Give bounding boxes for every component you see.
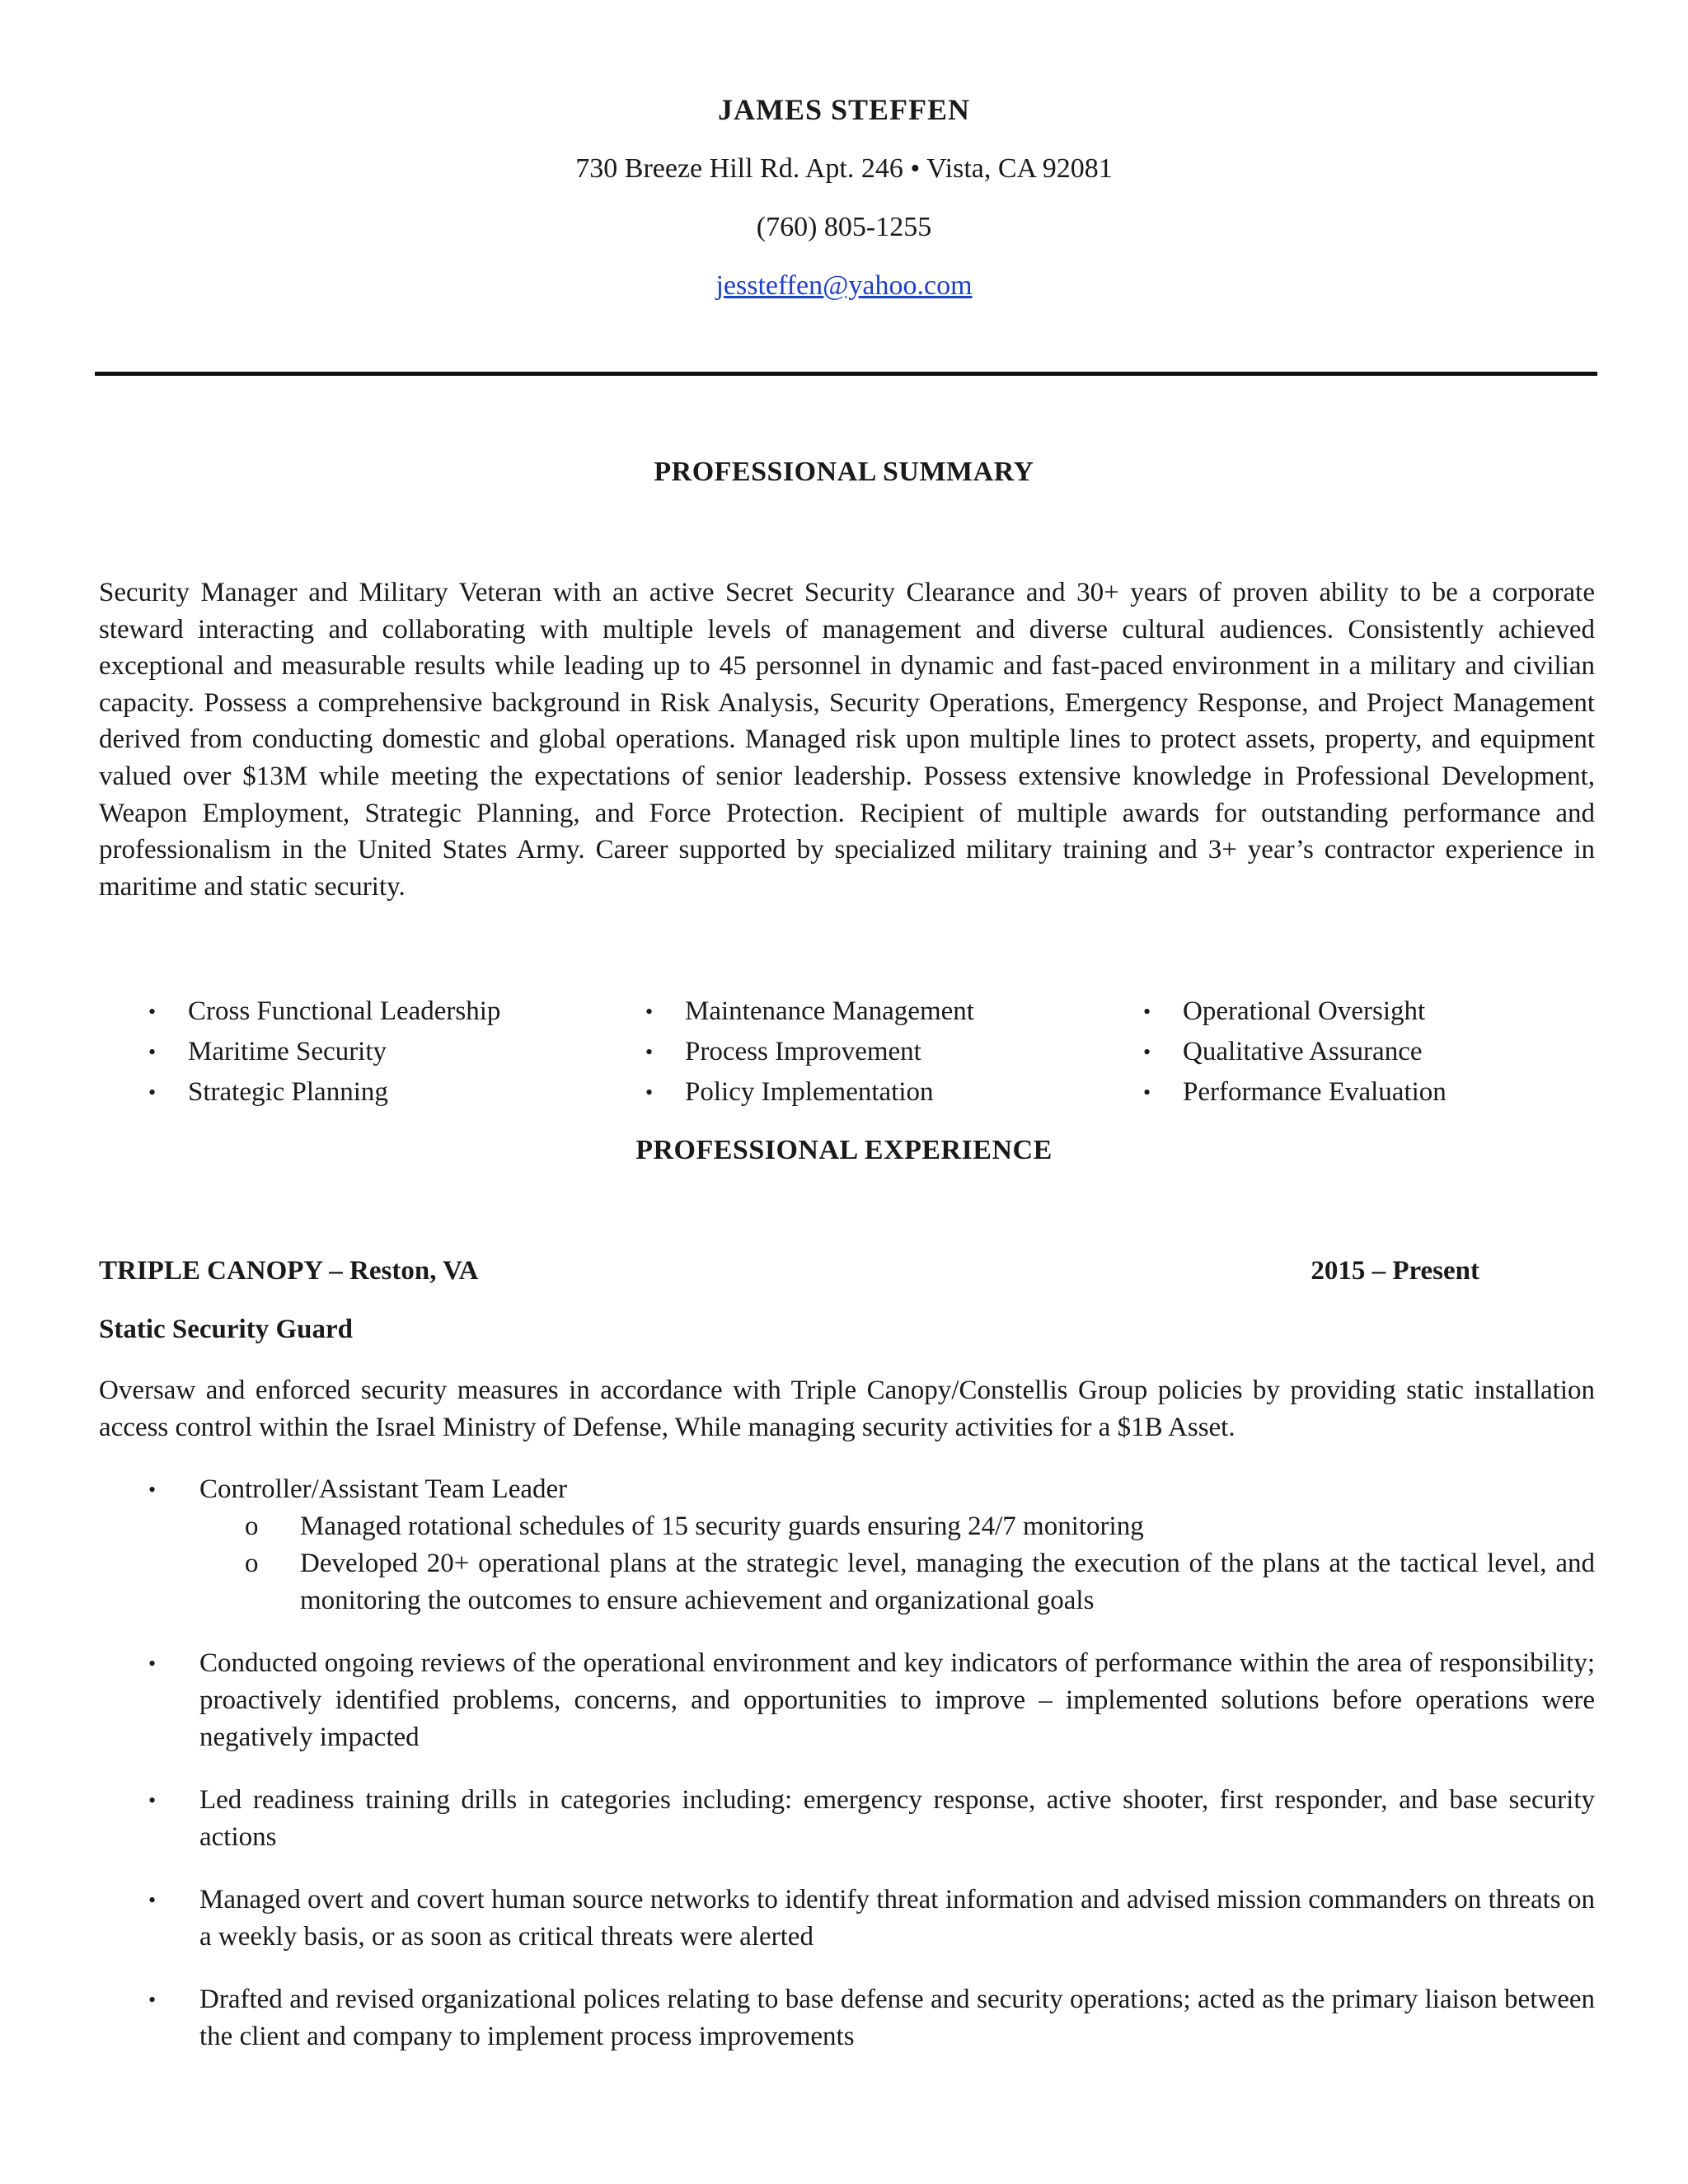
bullet-icon: • [148,1000,157,1024]
skill-label: Policy Implementation [685,1077,934,1107]
header-divider [95,372,1597,376]
summary-text: Security Manager and Military Veteran with an active Secret Security Clearance and 30+ years of proven ability to be a corporate steward interacting and collaborating with multiple levels of management and diverse cultural audiences. Consistently achieved exceptional and measurable results while leading up to 45 personnel in dynamic and fast-paced environment in a military and civilian capacity. Possess a comprehensive background in Risk Analysis, Security Operations, Emergency Response, and Project Management derived from conducting domestic and global operations. Managed risk upon multiple lines to protect assets, property, and equipment valued over $13M while meeting the expectations of senior leadership. Possess extensive knowledge in Professional Development, Weapon Employment, Strategic Planning, and Force Protection. Recipient of multiple awards for outstanding performance and professionalism in the United States Army. Career supported by specialized military training and 3+ year’s contractor experience in maritime and static security. [99,578,1595,902]
bullet-icon: • [1143,1000,1151,1024]
job-dates: 2015 – Present [1311,1256,1479,1286]
bullet-icon: • [148,1040,157,1064]
job-bullet-text: Managed overt and covert human source networks to identify threat information and advised mission commanders on threats on a weekly basis, or as soon as critical threats were alerted [199,1885,1595,1952]
phone-number: (760) 805-1255 [756,212,932,242]
job-bullet [148,1782,1595,1856]
candidate-name: JAMES STEFFEN [717,93,971,126]
job-header [99,1256,1479,1286]
address: 730 Breeze Hill Rd. Apt. 246 • Vista, CA 92081 [575,153,1113,184]
bullet-icon: • [148,1478,157,1502]
job-description: Oversaw and enforced security measures in accordance with Triple Canopy/Constellis Group policies by providing static installation access control within the Israel Ministry of Defense, While managing security activities for a $1B Asset. [99,1376,1595,1442]
job-sub-bullet [199,1508,1595,1545]
skill-item [645,991,974,1032]
skill-item [148,991,500,1032]
job-sub-bullet-text: Developed 20+ operational plans at the strategic level, managing the execution of the plans at the tactical level, and monitoring the outcomes to ensure achievement and organizational goals [300,1549,1595,1615]
skill-label: Cross Functional Leadership [188,996,501,1026]
skill-label: Operational Oversight [1183,996,1426,1026]
job-bullet [148,1645,1595,1756]
skills-column-1 [148,991,500,1113]
email-line [0,270,1688,302]
job-bullets [148,1471,1595,2081]
job-sub-bullet-text: Managed rotational schedules of 15 security guards ensuring 24/7 monitoring [300,1511,1144,1541]
bullet-icon: • [1143,1040,1151,1064]
job-bullet-text: Controller/Assistant Team Leader [199,1474,568,1504]
bullet-icon: • [148,1988,157,2012]
skills-column-2 [645,991,974,1113]
skill-item [1143,1072,1447,1113]
job-bullet [148,1882,1595,1956]
summary-heading: PROFESSIONAL SUMMARY [654,457,1034,487]
skills-column-3 [1143,991,1447,1113]
job-bullet-text: Conducted ongoing reviews of the operational environment and key indicators of performance within the area of responsibility; proactively identified problems, concerns, and opportunities to improve – implemented solutions before operations were negatively impacted [199,1648,1595,1752]
skill-label: Performance Evaluation [1183,1077,1447,1107]
skill-label: Process Improvement [685,1037,921,1066]
employer: TRIPLE CANOPY – Reston, VA [99,1256,479,1286]
bullet-icon: • [645,1080,654,1104]
bullet-icon: • [148,1652,157,1675]
job-bullet-text: Led readiness training drills in categories including: emergency response, active shooter, first responder, and base security actions [199,1785,1595,1852]
job-bullet [148,1981,1595,2055]
experience-heading: PROFESSIONAL EXPERIENCE [635,1135,1053,1165]
skill-label: Qualitative Assurance [1183,1037,1423,1066]
bullet-icon: • [148,1888,157,1912]
job-sub-bullets [199,1508,1595,1619]
job-bullet-text: Drafted and revised organizational polices relating to base defense and security operations; acted as the primary liaison between the client and company to implement process improvements [199,1985,1595,2051]
job-sub-bullet [199,1545,1595,1619]
skill-item [645,1032,974,1072]
skill-item [148,1032,500,1072]
bullet-icon: • [148,1788,157,1812]
bullet-icon: • [1143,1080,1151,1104]
bullet-icon: • [148,1080,157,1104]
skill-item [148,1072,500,1113]
bullet-icon: • [645,1000,654,1024]
circle-bullet-icon: o [245,1549,259,1578]
circle-bullet-icon: o [245,1511,259,1541]
email-link[interactable]: jessteffen@yahoo.com [715,270,973,301]
skill-label: Strategic Planning [188,1077,388,1107]
job-bullet [148,1471,1595,1619]
skill-item [1143,1032,1447,1072]
skill-label: Maritime Security [188,1037,387,1066]
job-title: Static Security Guard [99,1315,353,1344]
bullet-icon: • [645,1040,654,1064]
skill-label: Maintenance Management [685,996,974,1026]
skill-item [645,1072,974,1113]
skill-item [1143,991,1447,1032]
